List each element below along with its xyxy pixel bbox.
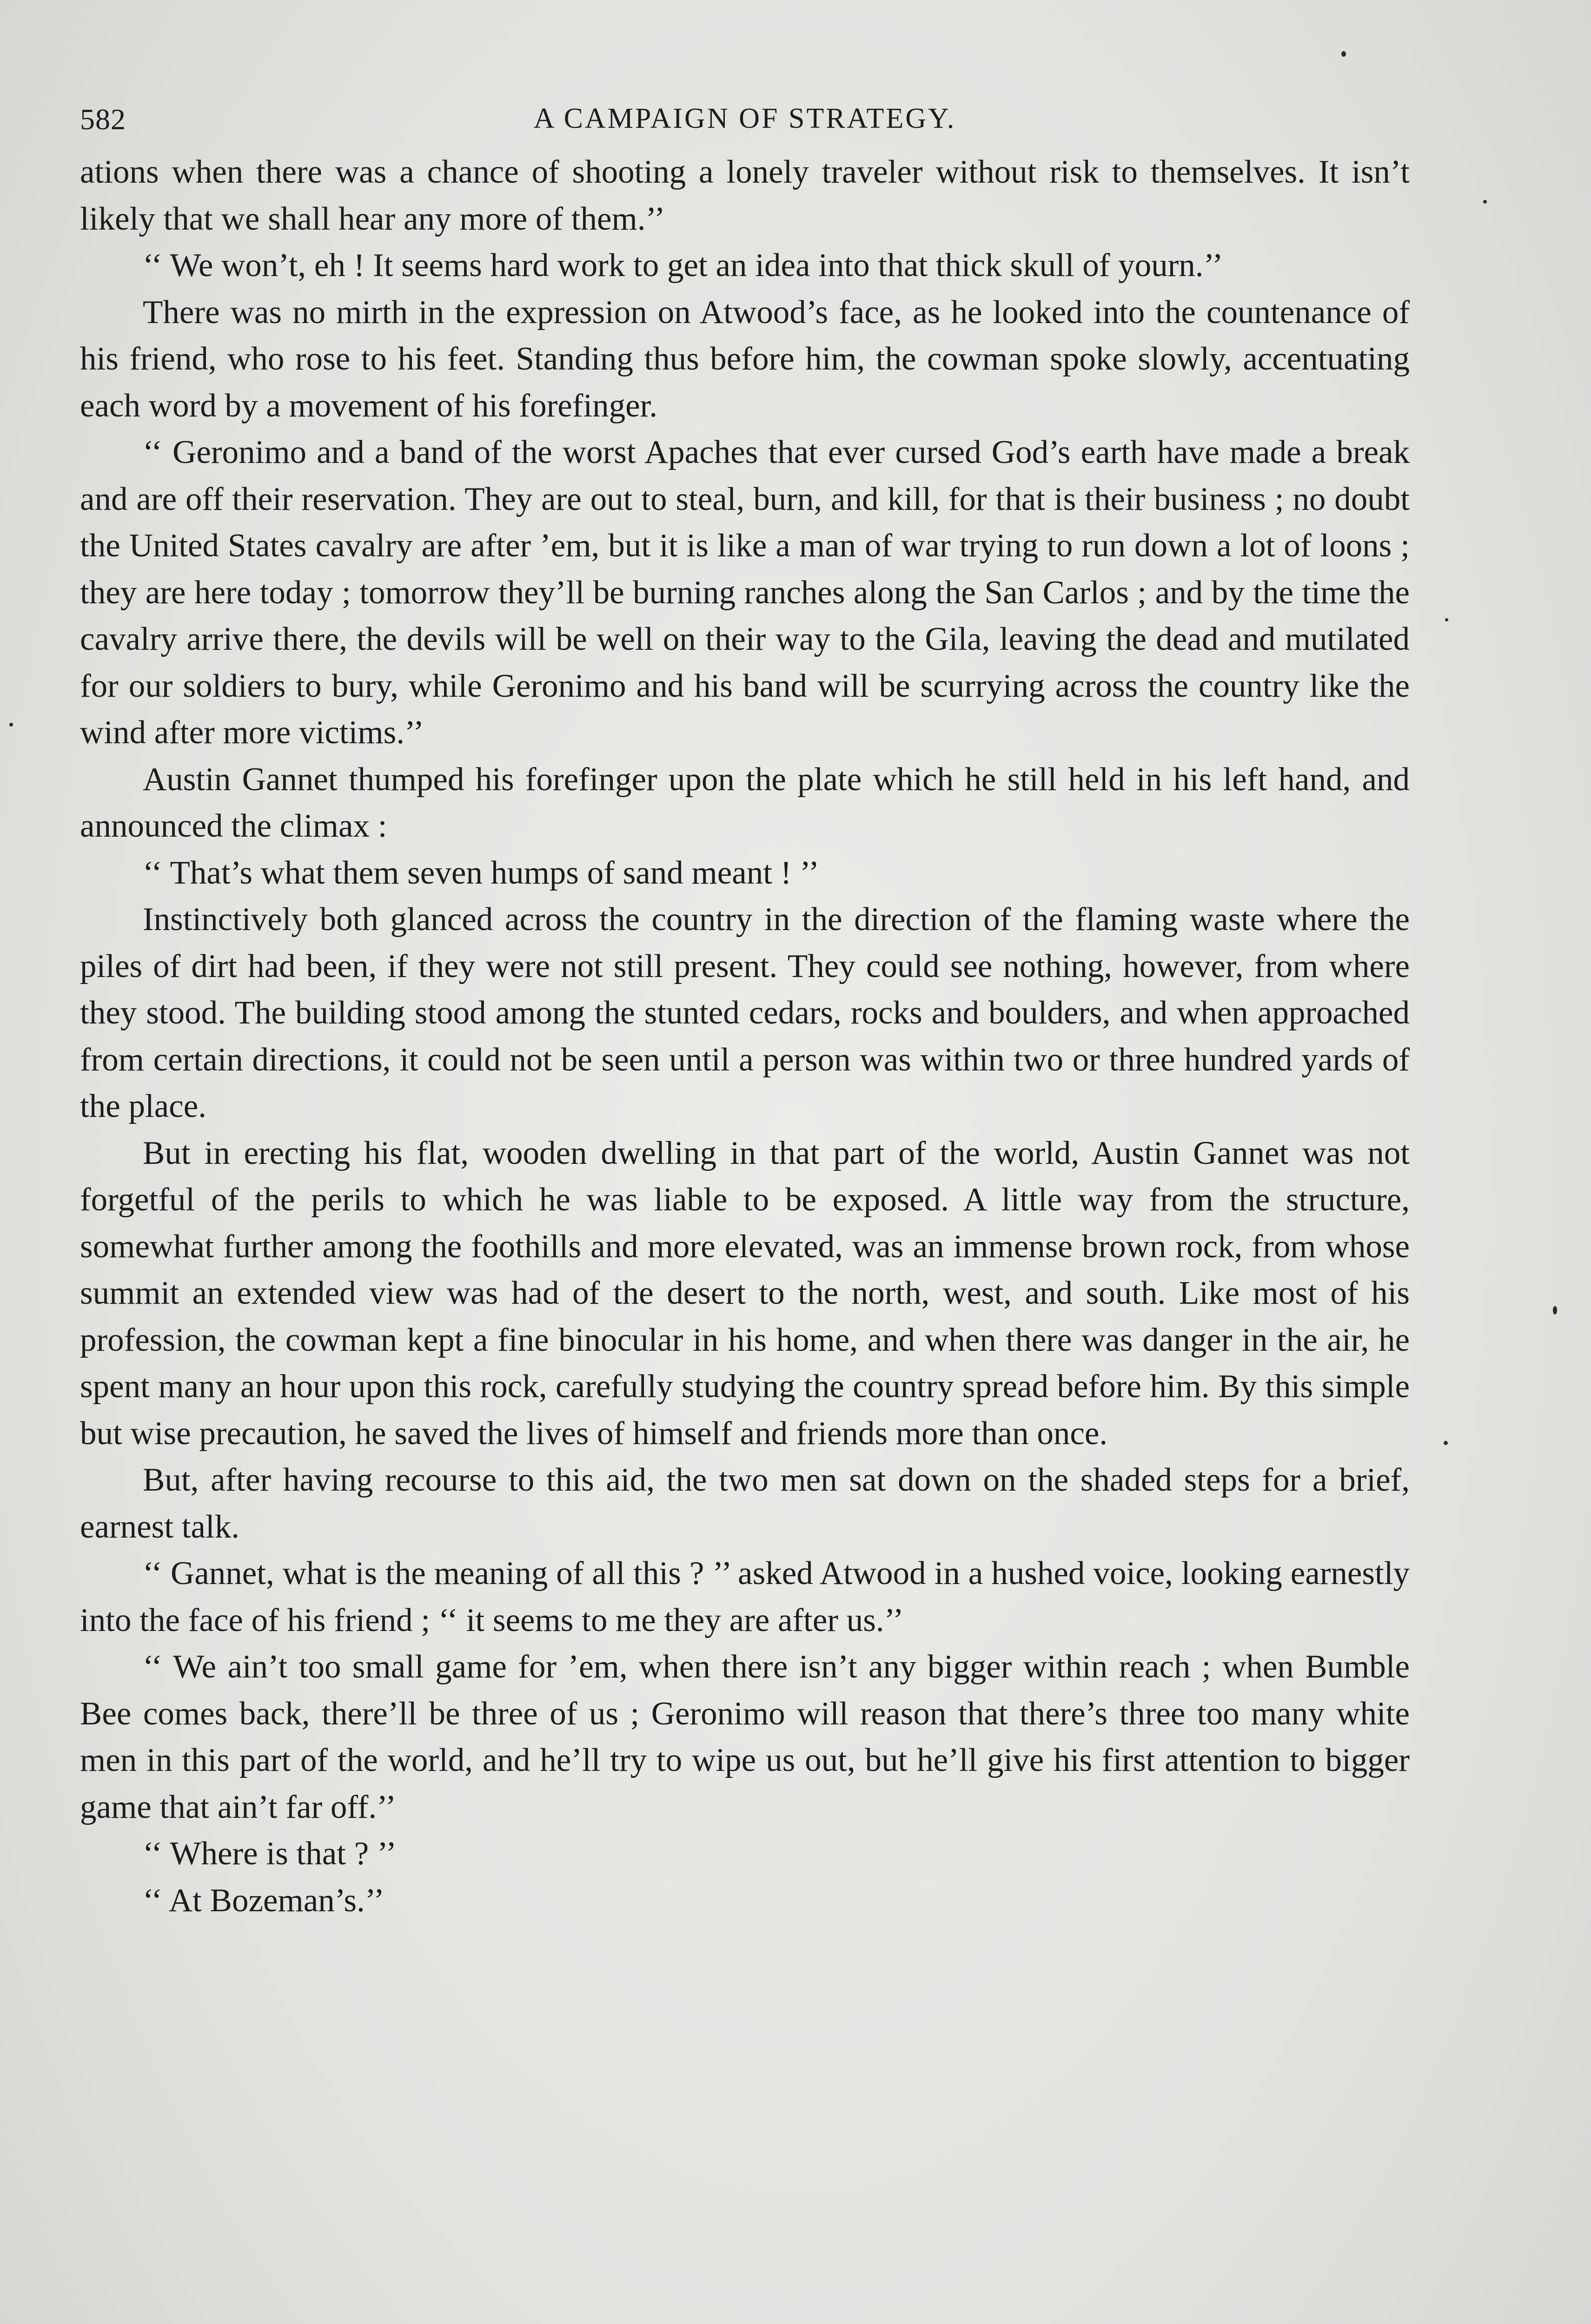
paragraph: ‘‘ At Bozeman’s.’’ xyxy=(143,1882,384,1919)
book-page xyxy=(80,93,1410,1924)
paragraph: But in erecting his flat, wooden dwelling in that part of the world, Austin Gannet was not forgetful of the perils to which he was liable to be exposed. A little way from the structure, somewhat further among the foothills and more elevated, was an immense brown rock, from whose summit an extended view was had of the desert to the north, west, and south. Like most of his profession, the cowman kept a fine binocular in his home, and when there was danger in the air, he spent many an hour upon this rock, carefully studying the country spread before him. By this simple but wise precaution, he saved the lives of himself and friends more than once. xyxy=(80,1135,1410,1452)
paragraph: ‘‘ That’s what them seven humps of sand meant ! ’’ xyxy=(143,854,820,891)
paragraph: There was no mirth in the expression on Atwood’s face, as he looked into the countenance of his friend, who rose to his feet. Standing thus before him, the cowman spoke slowly, accentuating each word by a movement of his forefinger. xyxy=(80,294,1410,424)
body-text xyxy=(80,149,1410,1924)
page-number: 582 xyxy=(80,103,126,136)
paragraph: ‘‘ Where is that ? ’’ xyxy=(143,1835,397,1872)
scan-speck xyxy=(1483,200,1487,204)
paragraph: But, after having recourse to this aid, the two men sat down on the shaded steps for a brief, earnest talk. xyxy=(80,1462,1410,1545)
scan-speck xyxy=(9,723,13,726)
paragraph: ‘‘ We ain’t too small game for ’em, when there isn’t any bigger within reach ; when Bumble Bee comes back, there’ll be three of us ; Geronimo will reason that there’s three too many white men in this part of the world, and he’ll try to wipe us out, but he’ll give his first attention to bigger game that ain’t far off.’’ xyxy=(80,1649,1410,1825)
paragraph: ations when there was a chance of shooting a lonely traveler without risk to themselves. It isn’t likely that we shall hear any more of them.’’ xyxy=(80,154,1410,237)
scan-speck xyxy=(1444,1441,1448,1445)
scan-speck xyxy=(1553,1306,1557,1314)
scan-speck xyxy=(1341,51,1346,57)
running-title: A CAMPAIGN OF STRATEGY. xyxy=(533,103,956,134)
paragraph: Instinctively both glanced across the country in the direction of the flaming waste where the piles of dirt had been, if they were not still present. They could see nothing, however, from where they stood. The building stood among the stunted cedars, rocks and boulders, and when approached from certain directions, it could not be seen until a person was within two or three hundred yards of the place. xyxy=(80,901,1410,1124)
paragraph: Austin Gannet thumped his forefinger upon the plate which he still held in his left hand, and announced the climax : xyxy=(80,761,1410,844)
paragraph: ‘‘ Geronimo and a band of the worst Apaches that ever cursed God’s earth have made a break and are off their reservation. They are out to steal, burn, and kill, for that is their business ; no doubt the United States cavalry are after ’em, but it is like a man of war trying to run down a lot of loons ; they are here today ; tomorrow they’ll be burning ranches along the San Carlos ; and by the time the cavalry arrive there, the devils will be well on their way to the Gila, leaving the dead and mutilated for our soldiers to bury, while Geronimo and his band will be scurrying across the country like the wind after more victims.’’ xyxy=(80,434,1410,751)
scan-speck xyxy=(1445,618,1448,621)
paragraph: ‘‘ We won’t, eh ! It seems hard work to get an idea into that thick skull of yourn.’’ xyxy=(143,247,1223,284)
paragraph: ‘‘ Gannet, what is the meaning of all this ? ’’ asked Atwood in a hushed voice, looking earnestly into the face of his friend ; ‘‘ it seems to me they are after us.’’ xyxy=(80,1555,1410,1638)
running-header xyxy=(80,93,1410,149)
